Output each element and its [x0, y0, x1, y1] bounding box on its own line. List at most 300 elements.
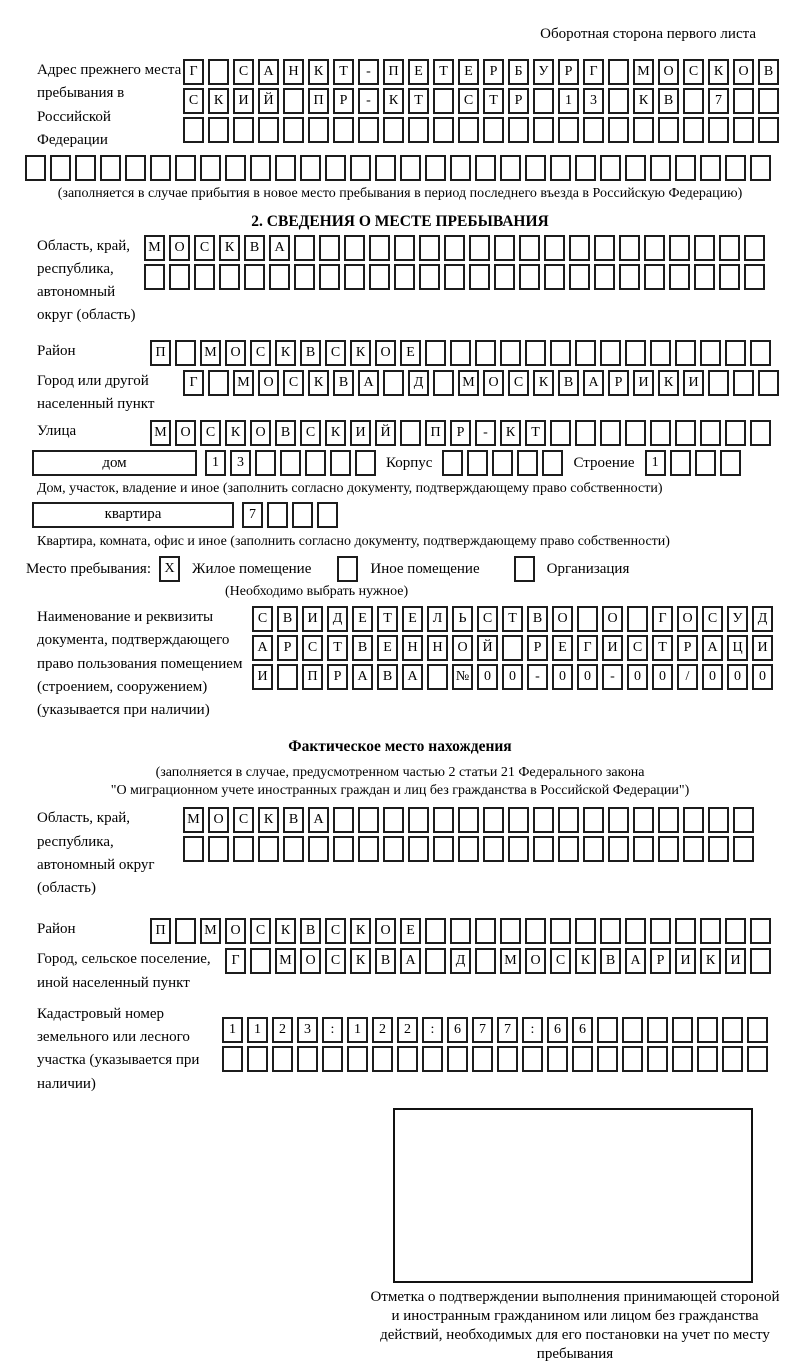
- char-box[interactable]: К: [275, 340, 296, 366]
- prev-address-row-4[interactable]: [25, 155, 800, 181]
- char-box[interactable]: [550, 340, 571, 366]
- char-box[interactable]: О: [483, 370, 504, 396]
- char-box[interactable]: [558, 807, 579, 833]
- char-box[interactable]: [322, 1046, 343, 1072]
- char-box[interactable]: [255, 450, 276, 476]
- char-box[interactable]: [675, 420, 696, 446]
- char-box[interactable]: [50, 155, 71, 181]
- char-box[interactable]: К: [275, 918, 296, 944]
- char-box[interactable]: В: [300, 918, 321, 944]
- char-box[interactable]: [647, 1017, 668, 1043]
- char-box[interactable]: [283, 88, 304, 114]
- char-box[interactable]: С: [300, 420, 321, 446]
- char-box[interactable]: [672, 1046, 693, 1072]
- char-box[interactable]: В: [375, 948, 396, 974]
- dom-widebox[interactable]: [32, 450, 197, 476]
- char-box[interactable]: [208, 836, 229, 862]
- char-box[interactable]: [725, 155, 746, 181]
- char-box[interactable]: [708, 117, 729, 143]
- char-box[interactable]: [700, 420, 721, 446]
- char-box[interactable]: С: [458, 88, 479, 114]
- char-box[interactable]: [550, 420, 571, 446]
- char-box[interactable]: С: [302, 635, 323, 661]
- char-box[interactable]: К: [658, 370, 679, 396]
- char-box[interactable]: [683, 88, 704, 114]
- char-box[interactable]: [175, 155, 196, 181]
- gorod-row[interactable]: [183, 370, 779, 396]
- char-box[interactable]: [683, 836, 704, 862]
- char-box[interactable]: :: [522, 1017, 543, 1043]
- char-box[interactable]: С: [477, 606, 498, 632]
- char-box[interactable]: [675, 918, 696, 944]
- char-box[interactable]: О: [658, 59, 679, 85]
- char-box[interactable]: [75, 155, 96, 181]
- char-box[interactable]: С: [325, 918, 346, 944]
- char-box[interactable]: Г: [652, 606, 673, 632]
- char-box[interactable]: Т: [652, 635, 673, 661]
- char-box[interactable]: /: [677, 664, 698, 690]
- char-box[interactable]: С: [252, 606, 273, 632]
- char-box[interactable]: У: [727, 606, 748, 632]
- char-box[interactable]: [597, 1017, 618, 1043]
- char-box[interactable]: [183, 836, 204, 862]
- char-box[interactable]: [544, 264, 565, 290]
- char-box[interactable]: [208, 117, 229, 143]
- char-box[interactable]: В: [758, 59, 779, 85]
- char-box[interactable]: М: [458, 370, 479, 396]
- char-box[interactable]: 0: [477, 664, 498, 690]
- char-box[interactable]: [267, 502, 288, 528]
- char-box[interactable]: [497, 1046, 518, 1072]
- char-box[interactable]: [222, 1046, 243, 1072]
- char-box[interactable]: 3: [230, 450, 251, 476]
- char-box[interactable]: Й: [375, 420, 396, 446]
- char-box[interactable]: Д: [752, 606, 773, 632]
- char-box[interactable]: С: [233, 807, 254, 833]
- char-box[interactable]: [233, 117, 254, 143]
- char-box[interactable]: [383, 836, 404, 862]
- char-box[interactable]: Т: [408, 88, 429, 114]
- char-box[interactable]: [25, 155, 46, 181]
- char-box[interactable]: [650, 420, 671, 446]
- char-box[interactable]: [708, 807, 729, 833]
- char-box[interactable]: [633, 807, 654, 833]
- char-box[interactable]: Л: [427, 606, 448, 632]
- char-box[interactable]: [650, 340, 671, 366]
- char-box[interactable]: [572, 1046, 593, 1072]
- char-box[interactable]: [450, 918, 471, 944]
- char-box[interactable]: [319, 264, 340, 290]
- char-box[interactable]: [169, 264, 190, 290]
- char-box[interactable]: Г: [183, 370, 204, 396]
- char-box[interactable]: [458, 807, 479, 833]
- char-box[interactable]: [344, 235, 365, 261]
- char-box[interactable]: Т: [333, 59, 354, 85]
- char-box[interactable]: С: [183, 88, 204, 114]
- char-box[interactable]: [300, 155, 321, 181]
- char-box[interactable]: [183, 117, 204, 143]
- char-box[interactable]: [294, 235, 315, 261]
- char-box[interactable]: К: [225, 420, 246, 446]
- char-box[interactable]: [722, 1046, 743, 1072]
- char-box[interactable]: [269, 264, 290, 290]
- char-box[interactable]: [492, 450, 513, 476]
- char-box[interactable]: П: [425, 420, 446, 446]
- char-box[interactable]: Р: [527, 635, 548, 661]
- char-box[interactable]: [319, 235, 340, 261]
- char-box[interactable]: [358, 117, 379, 143]
- char-box[interactable]: В: [333, 370, 354, 396]
- char-box[interactable]: 2: [272, 1017, 293, 1043]
- char-box[interactable]: 7: [472, 1017, 493, 1043]
- char-box[interactable]: [419, 264, 440, 290]
- char-box[interactable]: М: [275, 948, 296, 974]
- char-box[interactable]: В: [300, 340, 321, 366]
- char-box[interactable]: [444, 235, 465, 261]
- char-box[interactable]: [633, 117, 654, 143]
- char-box[interactable]: К: [308, 59, 329, 85]
- char-box[interactable]: [125, 155, 146, 181]
- char-box[interactable]: 1: [347, 1017, 368, 1043]
- checkbox-organizatsiya[interactable]: [514, 556, 535, 582]
- char-box[interactable]: И: [683, 370, 704, 396]
- char-box[interactable]: [347, 1046, 368, 1072]
- char-box[interactable]: 7: [497, 1017, 518, 1043]
- char-box[interactable]: [733, 836, 754, 862]
- stroenie-row[interactable]: [645, 450, 741, 476]
- char-box[interactable]: [475, 948, 496, 974]
- char-box[interactable]: [720, 450, 741, 476]
- factual-gorod-row[interactable]: [225, 948, 771, 974]
- prev-address-row-3[interactable]: [183, 117, 779, 143]
- char-box[interactable]: [758, 117, 779, 143]
- char-box[interactable]: [650, 155, 671, 181]
- char-box[interactable]: А: [400, 948, 421, 974]
- char-box[interactable]: [508, 807, 529, 833]
- char-box[interactable]: [569, 235, 590, 261]
- checkbox-inoe-pomeshchenie[interactable]: [337, 556, 358, 582]
- char-box[interactable]: [333, 836, 354, 862]
- char-box[interactable]: [425, 948, 446, 974]
- char-box[interactable]: [608, 117, 629, 143]
- char-box[interactable]: С: [200, 420, 221, 446]
- char-box[interactable]: В: [558, 370, 579, 396]
- char-box[interactable]: Г: [183, 59, 204, 85]
- char-box[interactable]: И: [302, 606, 323, 632]
- char-box[interactable]: Р: [558, 59, 579, 85]
- char-box[interactable]: Н: [427, 635, 448, 661]
- char-box[interactable]: [433, 88, 454, 114]
- char-box[interactable]: С: [194, 235, 215, 261]
- char-box[interactable]: [502, 635, 523, 661]
- char-box[interactable]: К: [308, 370, 329, 396]
- document-row-2[interactable]: [252, 635, 773, 661]
- char-box[interactable]: [708, 836, 729, 862]
- char-box[interactable]: [725, 340, 746, 366]
- char-box[interactable]: И: [252, 664, 273, 690]
- factual-oblast-row-1[interactable]: [183, 807, 754, 833]
- char-box[interactable]: П: [302, 664, 323, 690]
- char-box[interactable]: [369, 235, 390, 261]
- char-box[interactable]: [305, 450, 326, 476]
- char-box[interactable]: [575, 155, 596, 181]
- char-box[interactable]: [450, 340, 471, 366]
- char-box[interactable]: [383, 370, 404, 396]
- char-box[interactable]: [427, 664, 448, 690]
- char-box[interactable]: [308, 117, 329, 143]
- char-box[interactable]: О: [175, 420, 196, 446]
- char-box[interactable]: С: [702, 606, 723, 632]
- char-box[interactable]: Д: [327, 606, 348, 632]
- char-box[interactable]: [597, 1046, 618, 1072]
- char-box[interactable]: [600, 420, 621, 446]
- char-box[interactable]: [517, 450, 538, 476]
- char-box[interactable]: [675, 340, 696, 366]
- char-box[interactable]: 1: [205, 450, 226, 476]
- char-box[interactable]: №: [452, 664, 473, 690]
- char-box[interactable]: [372, 1046, 393, 1072]
- char-box[interactable]: [508, 836, 529, 862]
- char-box[interactable]: :: [322, 1017, 343, 1043]
- char-box[interactable]: О: [525, 948, 546, 974]
- char-box[interactable]: [225, 155, 246, 181]
- char-box[interactable]: К: [350, 918, 371, 944]
- char-box[interactable]: [422, 1046, 443, 1072]
- kvartira-number-row[interactable]: [242, 502, 338, 528]
- char-box[interactable]: [725, 420, 746, 446]
- factual-raion-row[interactable]: [150, 918, 771, 944]
- char-box[interactable]: Е: [408, 59, 429, 85]
- char-box[interactable]: М: [500, 948, 521, 974]
- char-box[interactable]: [283, 117, 304, 143]
- char-box[interactable]: [683, 117, 704, 143]
- char-box[interactable]: В: [275, 420, 296, 446]
- char-box[interactable]: К: [575, 948, 596, 974]
- char-box[interactable]: Т: [525, 420, 546, 446]
- char-box[interactable]: [627, 606, 648, 632]
- char-box[interactable]: [708, 370, 729, 396]
- char-box[interactable]: [550, 918, 571, 944]
- char-box[interactable]: [208, 370, 229, 396]
- char-box[interactable]: [533, 807, 554, 833]
- char-box[interactable]: Е: [552, 635, 573, 661]
- char-box[interactable]: [344, 264, 365, 290]
- char-box[interactable]: У: [533, 59, 554, 85]
- char-box[interactable]: К: [708, 59, 729, 85]
- char-box[interactable]: [275, 155, 296, 181]
- char-box[interactable]: [750, 918, 771, 944]
- char-box[interactable]: [350, 155, 371, 181]
- char-box[interactable]: Т: [327, 635, 348, 661]
- char-box[interactable]: С: [250, 918, 271, 944]
- char-box[interactable]: О: [677, 606, 698, 632]
- char-box[interactable]: И: [725, 948, 746, 974]
- char-box[interactable]: [400, 420, 421, 446]
- char-box[interactable]: [483, 836, 504, 862]
- char-box[interactable]: [644, 235, 665, 261]
- char-box[interactable]: [150, 155, 171, 181]
- char-box[interactable]: Б: [508, 59, 529, 85]
- char-box[interactable]: [750, 340, 771, 366]
- char-box[interactable]: [244, 264, 265, 290]
- char-box[interactable]: О: [452, 635, 473, 661]
- char-box[interactable]: [750, 948, 771, 974]
- char-box[interactable]: К: [350, 340, 371, 366]
- char-box[interactable]: [333, 117, 354, 143]
- char-box[interactable]: [208, 59, 229, 85]
- char-box[interactable]: [695, 450, 716, 476]
- char-box[interactable]: [525, 340, 546, 366]
- char-box[interactable]: [650, 918, 671, 944]
- char-box[interactable]: К: [258, 807, 279, 833]
- char-box[interactable]: [358, 807, 379, 833]
- char-box[interactable]: [383, 807, 404, 833]
- char-box[interactable]: [733, 807, 754, 833]
- char-box[interactable]: Ц: [727, 635, 748, 661]
- char-box[interactable]: [500, 340, 521, 366]
- char-box[interactable]: [658, 836, 679, 862]
- char-box[interactable]: [719, 264, 740, 290]
- char-box[interactable]: О: [258, 370, 279, 396]
- char-box[interactable]: [583, 807, 604, 833]
- char-box[interactable]: 1: [222, 1017, 243, 1043]
- char-box[interactable]: [494, 264, 515, 290]
- char-box[interactable]: Г: [225, 948, 246, 974]
- char-box[interactable]: [533, 117, 554, 143]
- char-box[interactable]: [625, 420, 646, 446]
- prev-address-row-1[interactable]: [183, 59, 779, 85]
- char-box[interactable]: [577, 606, 598, 632]
- char-box[interactable]: Р: [650, 948, 671, 974]
- char-box[interactable]: 3: [297, 1017, 318, 1043]
- char-box[interactable]: [558, 117, 579, 143]
- factual-oblast-row-2[interactable]: [183, 836, 754, 862]
- char-box[interactable]: [547, 1046, 568, 1072]
- char-box[interactable]: [500, 918, 521, 944]
- char-box[interactable]: Е: [458, 59, 479, 85]
- char-box[interactable]: А: [702, 635, 723, 661]
- char-box[interactable]: [475, 155, 496, 181]
- char-box[interactable]: [575, 420, 596, 446]
- char-box[interactable]: [233, 836, 254, 862]
- char-box[interactable]: [569, 264, 590, 290]
- char-box[interactable]: [600, 918, 621, 944]
- char-box[interactable]: [292, 502, 313, 528]
- char-box[interactable]: К: [500, 420, 521, 446]
- char-box[interactable]: О: [225, 340, 246, 366]
- char-box[interactable]: Г: [577, 635, 598, 661]
- char-box[interactable]: И: [633, 370, 654, 396]
- char-box[interactable]: [219, 264, 240, 290]
- char-box[interactable]: [575, 340, 596, 366]
- char-box[interactable]: [250, 155, 271, 181]
- char-box[interactable]: [594, 264, 615, 290]
- char-box[interactable]: [608, 807, 629, 833]
- char-box[interactable]: 0: [577, 664, 598, 690]
- char-box[interactable]: Е: [400, 918, 421, 944]
- oblast-row-1[interactable]: [144, 235, 765, 261]
- char-box[interactable]: 6: [447, 1017, 468, 1043]
- char-box[interactable]: [694, 264, 715, 290]
- char-box[interactable]: А: [352, 664, 373, 690]
- char-box[interactable]: [544, 235, 565, 261]
- char-box[interactable]: Д: [408, 370, 429, 396]
- char-box[interactable]: [433, 807, 454, 833]
- char-box[interactable]: И: [350, 420, 371, 446]
- char-box[interactable]: [200, 155, 221, 181]
- char-box[interactable]: Р: [450, 420, 471, 446]
- char-box[interactable]: Т: [483, 88, 504, 114]
- char-box[interactable]: -: [358, 59, 379, 85]
- korpus-row[interactable]: [442, 450, 563, 476]
- char-box[interactable]: К: [533, 370, 554, 396]
- char-box[interactable]: [625, 340, 646, 366]
- char-box[interactable]: [625, 155, 646, 181]
- char-box[interactable]: М: [150, 420, 171, 446]
- char-box[interactable]: [475, 918, 496, 944]
- char-box[interactable]: :: [422, 1017, 443, 1043]
- char-box[interactable]: [594, 235, 615, 261]
- char-box[interactable]: [644, 264, 665, 290]
- char-box[interactable]: [758, 370, 779, 396]
- char-box[interactable]: Р: [483, 59, 504, 85]
- char-box[interactable]: [425, 918, 446, 944]
- char-box[interactable]: М: [183, 807, 204, 833]
- char-box[interactable]: 3: [583, 88, 604, 114]
- char-box[interactable]: А: [252, 635, 273, 661]
- char-box[interactable]: М: [144, 235, 165, 261]
- char-box[interactable]: [725, 918, 746, 944]
- char-box[interactable]: [700, 340, 721, 366]
- char-box[interactable]: Е: [400, 340, 421, 366]
- char-box[interactable]: [519, 264, 540, 290]
- char-box[interactable]: С: [325, 340, 346, 366]
- char-box[interactable]: [600, 155, 621, 181]
- char-box[interactable]: Ь: [452, 606, 473, 632]
- char-box[interactable]: [369, 264, 390, 290]
- char-box[interactable]: Т: [502, 606, 523, 632]
- char-box[interactable]: Й: [258, 88, 279, 114]
- char-box[interactable]: С: [550, 948, 571, 974]
- char-box[interactable]: [425, 155, 446, 181]
- char-box[interactable]: К: [208, 88, 229, 114]
- char-box[interactable]: П: [150, 918, 171, 944]
- char-box[interactable]: С: [627, 635, 648, 661]
- kadastr-row-2[interactable]: [222, 1046, 768, 1072]
- char-box[interactable]: В: [527, 606, 548, 632]
- char-box[interactable]: В: [352, 635, 373, 661]
- char-box[interactable]: А: [358, 370, 379, 396]
- char-box[interactable]: О: [250, 420, 271, 446]
- char-box[interactable]: [394, 235, 415, 261]
- char-box[interactable]: С: [683, 59, 704, 85]
- char-box[interactable]: К: [633, 88, 654, 114]
- char-box[interactable]: К: [383, 88, 404, 114]
- char-box[interactable]: [542, 450, 563, 476]
- char-box[interactable]: Е: [402, 606, 423, 632]
- char-box[interactable]: О: [169, 235, 190, 261]
- char-box[interactable]: 2: [397, 1017, 418, 1043]
- char-box[interactable]: О: [375, 918, 396, 944]
- char-box[interactable]: [719, 235, 740, 261]
- char-box[interactable]: 0: [552, 664, 573, 690]
- char-box[interactable]: [100, 155, 121, 181]
- char-box[interactable]: [442, 450, 463, 476]
- char-box[interactable]: [467, 450, 488, 476]
- char-box[interactable]: [450, 155, 471, 181]
- char-box[interactable]: [280, 450, 301, 476]
- char-box[interactable]: О: [375, 340, 396, 366]
